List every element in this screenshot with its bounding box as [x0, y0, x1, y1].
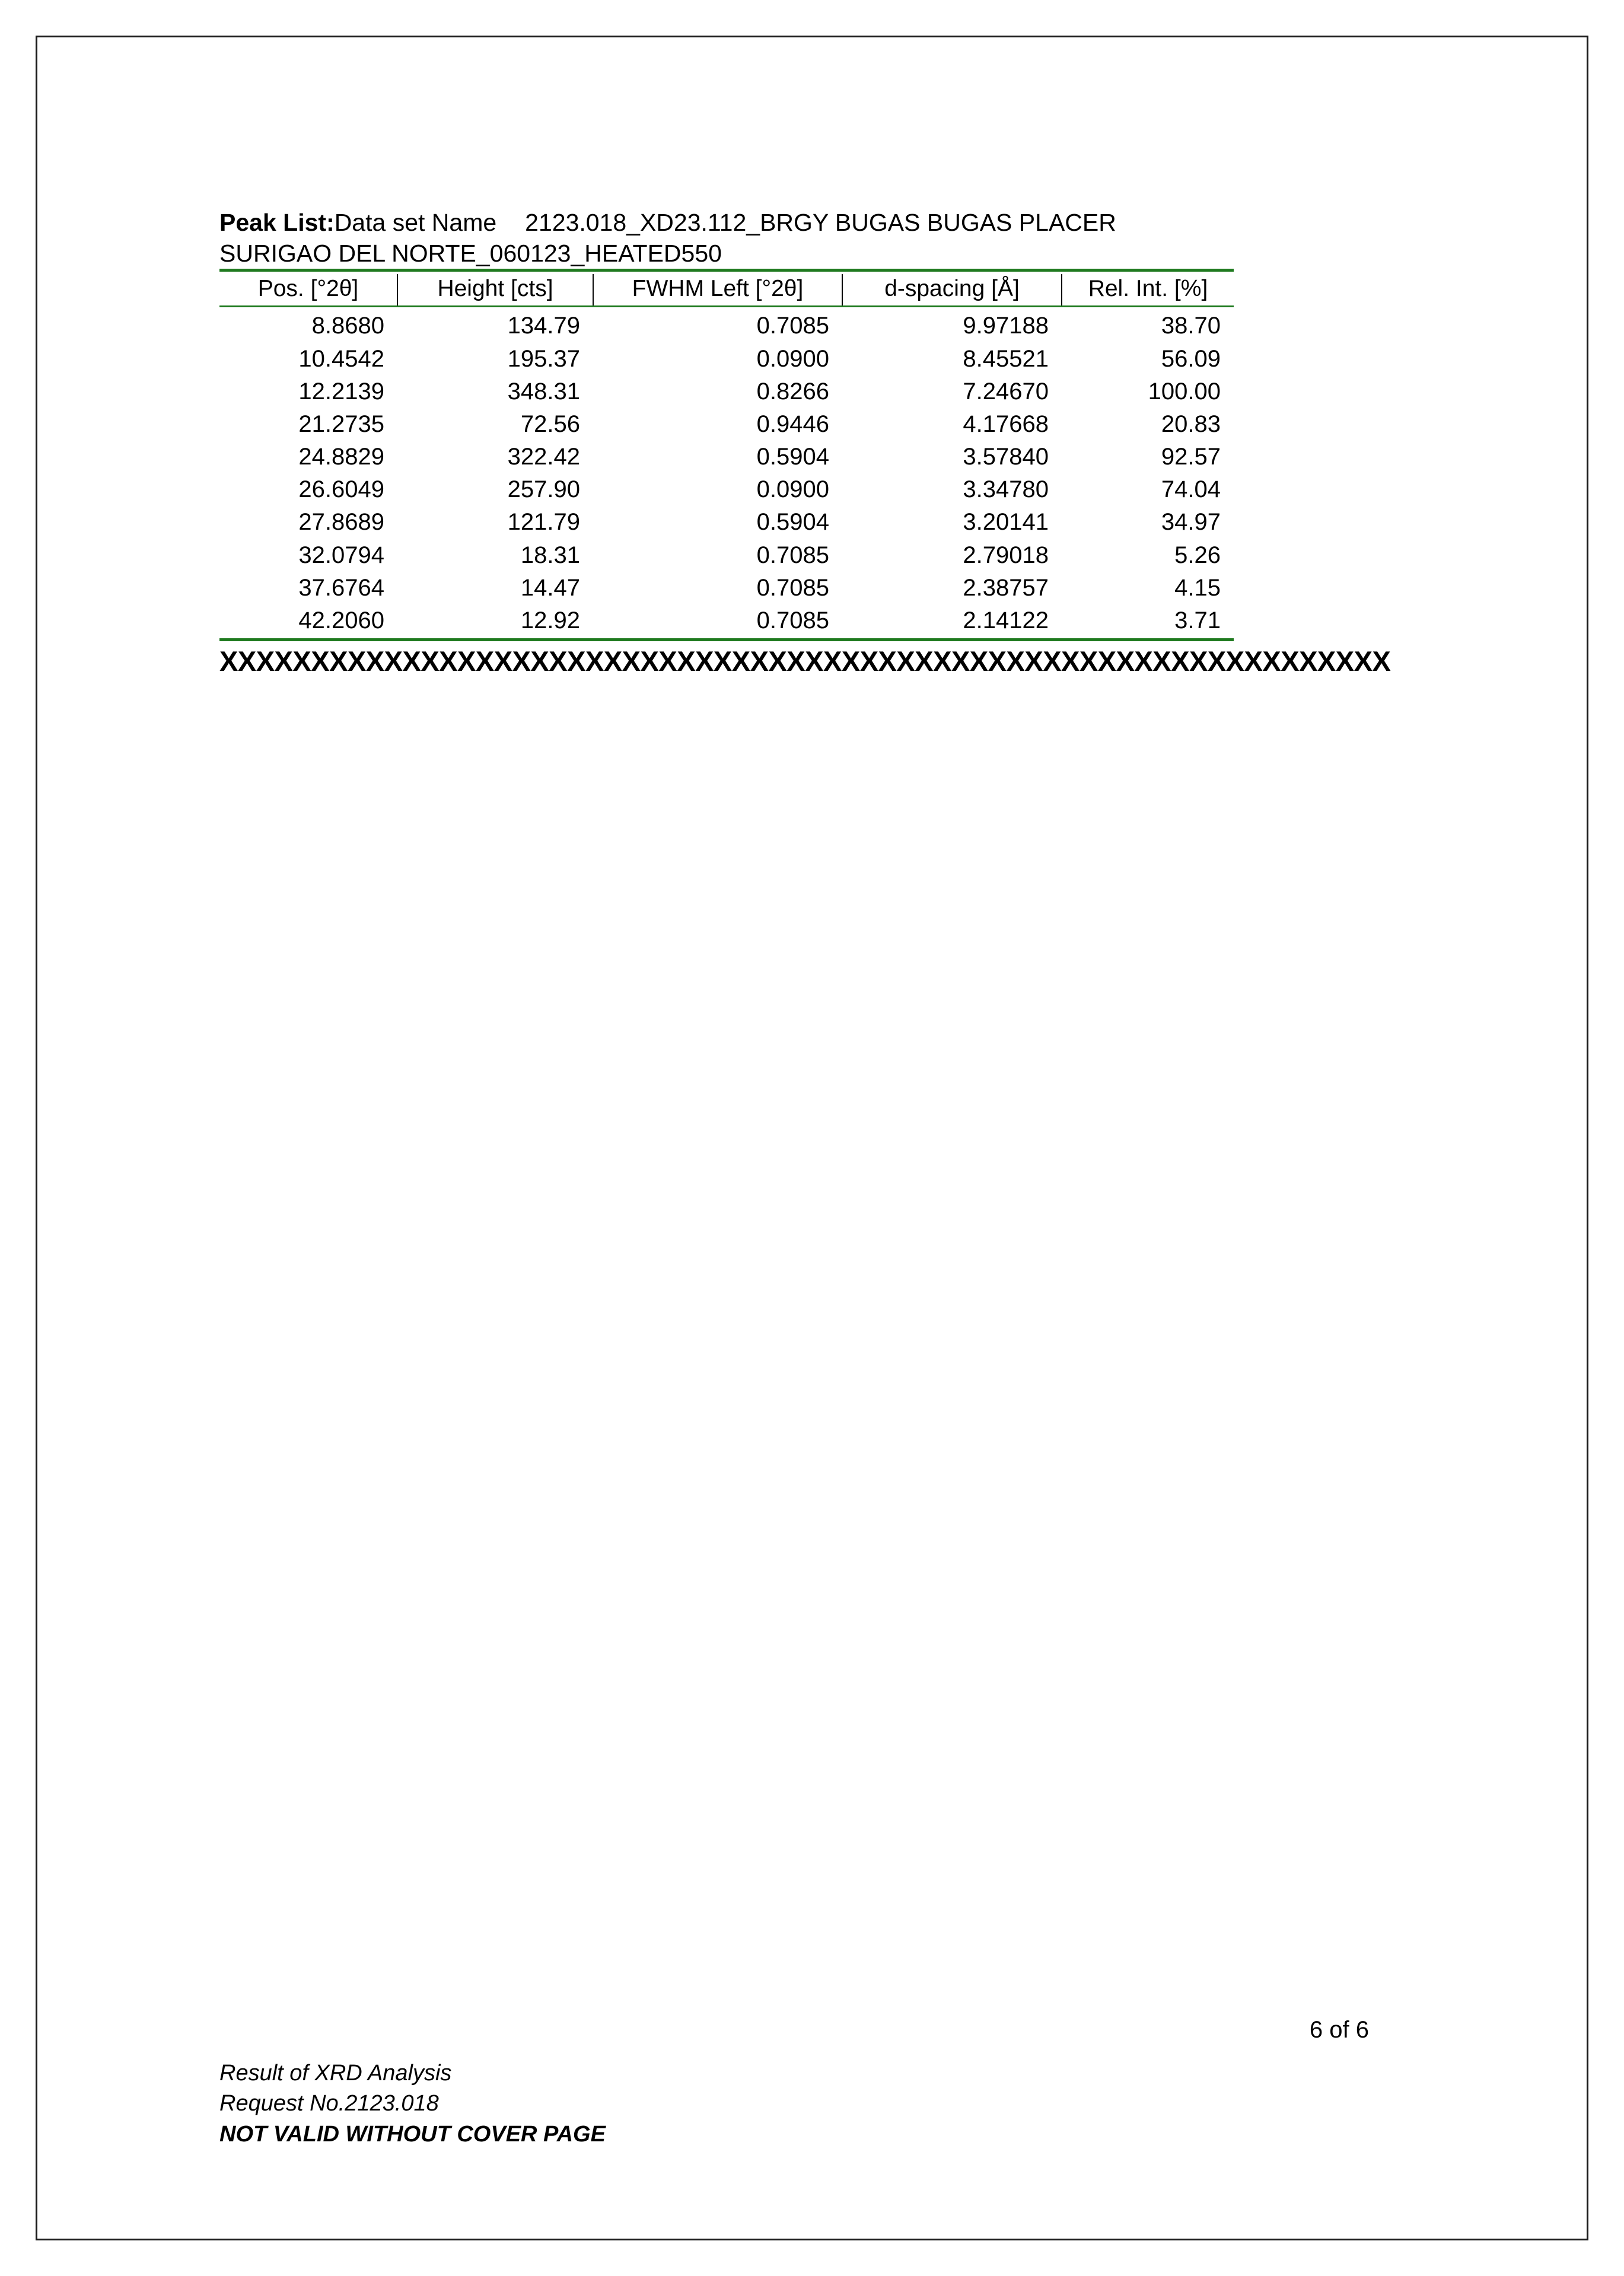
- cell-relint: 5.26: [1174, 542, 1221, 568]
- cell-height: 18.31: [520, 542, 580, 568]
- cell-relint: 100.00: [1148, 378, 1221, 405]
- cell-pos: 27.8689: [298, 509, 384, 536]
- table-row: [219, 572, 1234, 604]
- cell-dspacing: 3.57840: [963, 444, 1049, 470]
- cell-relint: 3.71: [1174, 607, 1221, 634]
- table-bottom-rule: [219, 638, 1234, 641]
- cell-pos: 21.2735: [298, 410, 384, 437]
- cell-dspacing: 9.97188: [963, 313, 1049, 339]
- cell-dspacing: 3.20141: [963, 509, 1049, 536]
- table-top-rule: [219, 269, 1234, 272]
- cell-relint: 56.09: [1161, 345, 1221, 372]
- table-header-rule: [219, 305, 1234, 307]
- table-row: [219, 604, 1234, 637]
- cell-height: 195.37: [507, 345, 580, 372]
- separator-row: XXXXXXXXXXXXXXXXXXXXXXXXXXXXXXXXXXXXXXXXXXXXXXXXXXXXXXXXXXXXXXXX: [219, 645, 1391, 677]
- cell-height: 14.47: [520, 574, 580, 601]
- dataset-name-line2: SURIGAO DEL NORTE_060123_HEATED550: [219, 239, 722, 267]
- peak-list-title: [219, 208, 1406, 269]
- cell-dspacing: 2.14122: [963, 607, 1049, 634]
- cell-relint: 4.15: [1174, 574, 1221, 601]
- column-header-pos: Pos. [°2θ]: [219, 274, 397, 305]
- page-number: 6 of 6: [1309, 2017, 1369, 2043]
- cell-height: 72.56: [520, 410, 580, 437]
- column-header-relint: Rel. Int. [%]: [1062, 274, 1234, 305]
- cell-relint: 74.04: [1161, 476, 1221, 503]
- cell-relint: 38.70: [1161, 313, 1221, 339]
- dataset-name-label: Data set Name: [334, 209, 497, 236]
- cell-fwhm: 0.0900: [756, 345, 829, 372]
- cell-fwhm: 0.7085: [756, 607, 829, 634]
- table-row: [219, 506, 1234, 539]
- cell-height: 12.92: [520, 607, 580, 634]
- cell-pos: 37.6764: [298, 574, 384, 601]
- cell-fwhm: 0.7085: [756, 542, 829, 568]
- table-row: [219, 343, 1234, 375]
- cell-dspacing: 4.17668: [963, 410, 1049, 437]
- table-row: [219, 473, 1234, 506]
- cell-height: 322.42: [507, 444, 580, 470]
- column-header-dspacing: d-spacing [Å]: [842, 274, 1062, 305]
- table-header-row: [219, 274, 1234, 305]
- dataset-name-value: 2123.018_XD23.112_BRGY BUGAS BUGAS PLACER: [525, 209, 1116, 236]
- peak-list-body-table: [219, 310, 1234, 637]
- table-row: [219, 441, 1234, 473]
- cell-pos: 12.2139: [298, 378, 384, 405]
- cell-fwhm: 0.5904: [756, 444, 829, 470]
- cell-relint: 20.83: [1161, 410, 1221, 437]
- cell-fwhm: 0.7085: [756, 574, 829, 601]
- cell-fwhm: 0.9446: [756, 410, 829, 437]
- table-row: [219, 310, 1234, 342]
- cell-height: 121.79: [507, 509, 580, 536]
- cell-dspacing: 3.34780: [963, 476, 1049, 503]
- cell-pos: 8.8680: [311, 313, 384, 339]
- footer-line-notice: NOT VALID WITHOUT COVER PAGE: [219, 2121, 606, 2147]
- cell-fwhm: 0.5904: [756, 509, 829, 536]
- cell-dspacing: 8.45521: [963, 345, 1049, 372]
- cell-height: 134.79: [507, 313, 580, 339]
- cell-dspacing: 7.24670: [963, 378, 1049, 405]
- cell-pos: 10.4542: [298, 345, 384, 372]
- footer-line-request-no: Request No.2123.018: [219, 2091, 439, 2116]
- cell-dspacing: 2.38757: [963, 574, 1049, 601]
- cell-height: 348.31: [507, 378, 580, 405]
- cell-pos: 42.2060: [298, 607, 384, 634]
- table-row: [219, 408, 1234, 441]
- page-footer: [219, 2058, 606, 2150]
- peak-list-section: [219, 208, 1406, 677]
- footer-line-analysis: Result of XRD Analysis: [219, 2061, 452, 2086]
- column-header-fwhm: FWHM Left [°2θ]: [593, 274, 842, 305]
- cell-height: 257.90: [507, 476, 580, 503]
- cell-relint: 92.57: [1161, 444, 1221, 470]
- cell-pos: 26.6049: [298, 476, 384, 503]
- cell-pos: 24.8829: [298, 444, 384, 470]
- cell-fwhm: 0.0900: [756, 476, 829, 503]
- table-row: [219, 539, 1234, 572]
- table-row: [219, 375, 1234, 408]
- cell-fwhm: 0.8266: [756, 378, 829, 405]
- column-header-height: Height [cts]: [397, 274, 593, 305]
- peak-list-table: [219, 274, 1234, 305]
- cell-fwhm: 0.7085: [756, 313, 829, 339]
- peak-list-label: Peak List:: [219, 209, 335, 236]
- cell-relint: 34.97: [1161, 509, 1221, 536]
- cell-dspacing: 2.79018: [963, 542, 1049, 568]
- cell-pos: 32.0794: [298, 542, 384, 568]
